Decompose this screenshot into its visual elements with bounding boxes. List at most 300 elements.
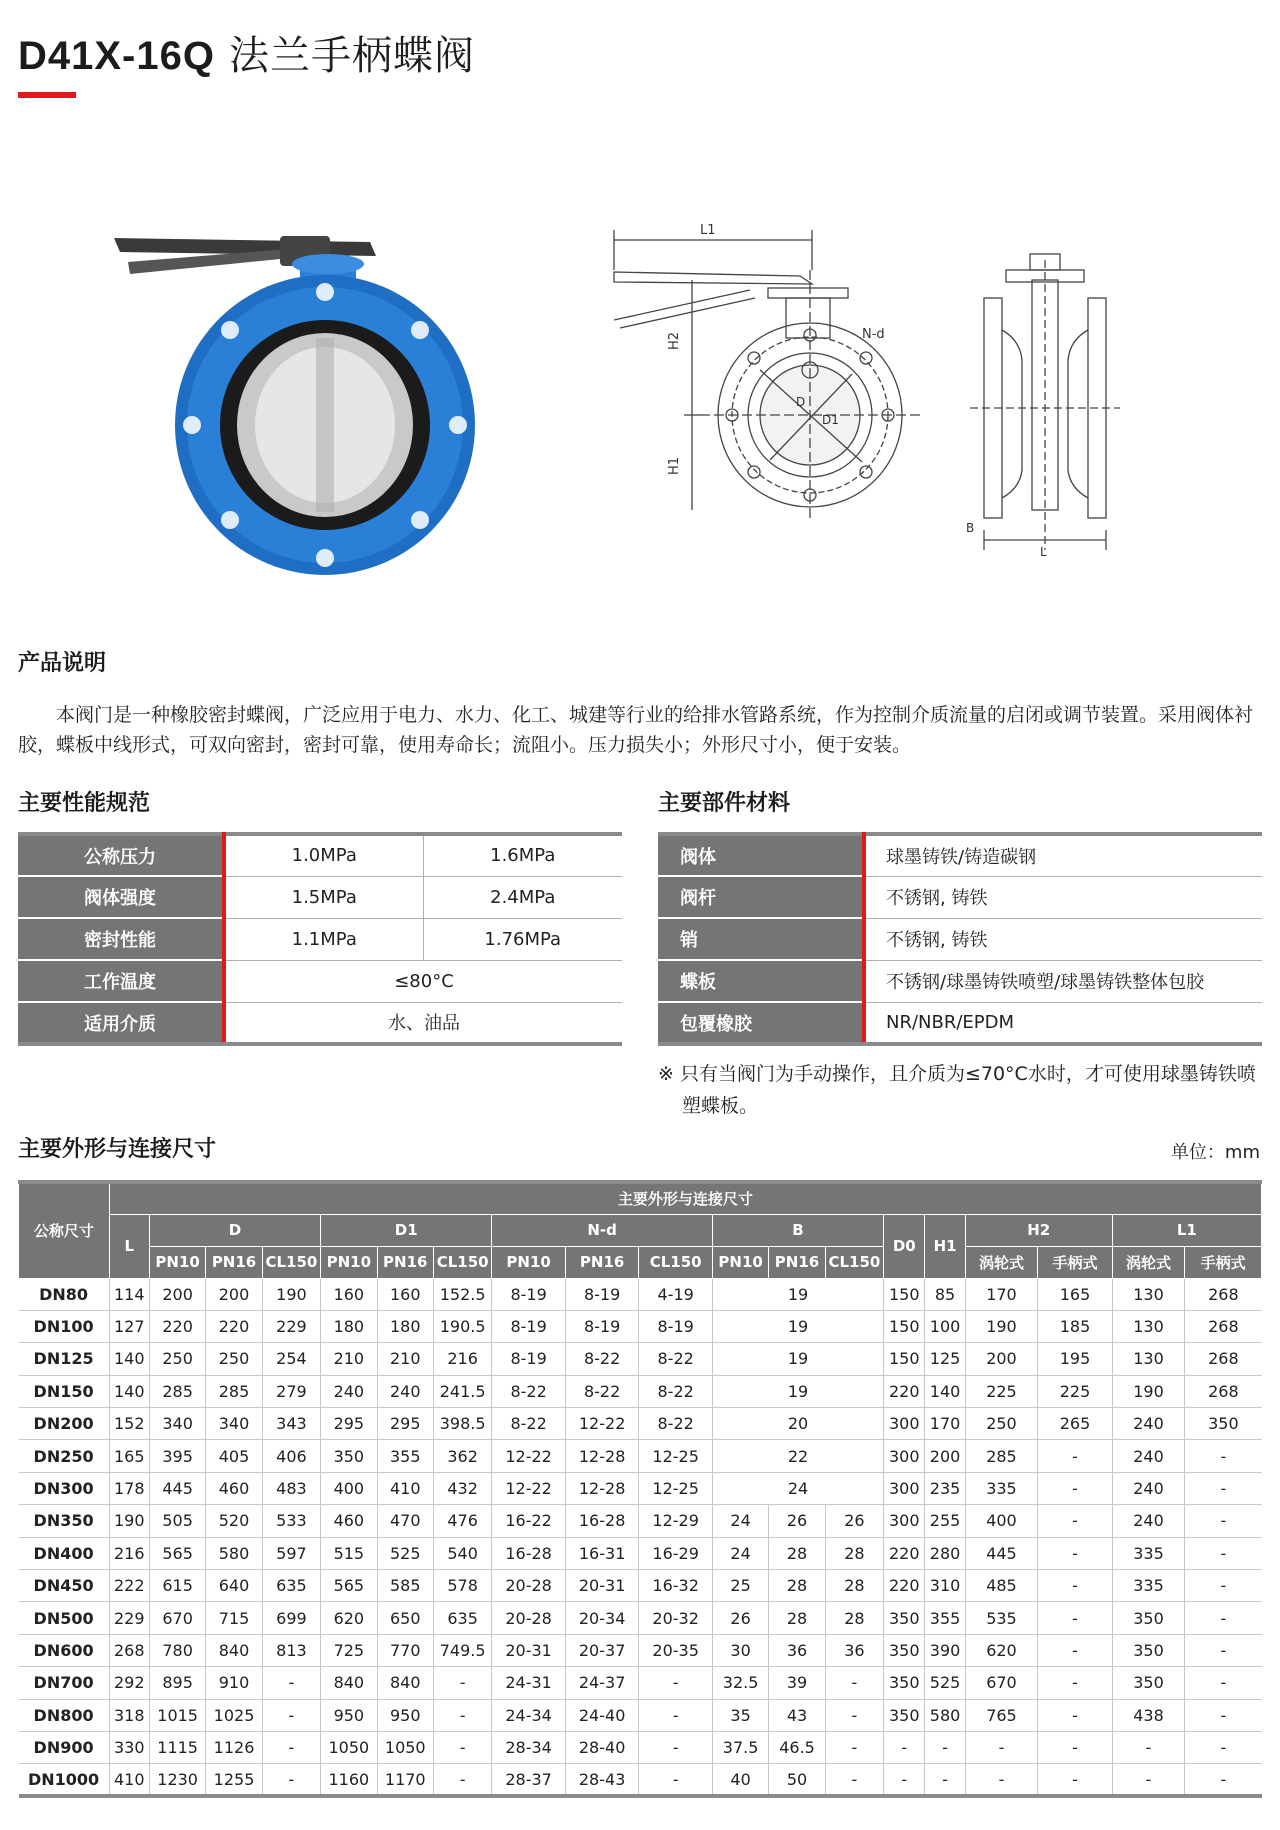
col-pn10: PN10 — [149, 1246, 205, 1278]
label-l1: L1 — [700, 223, 716, 238]
material-value: 不锈钢, 铸铁 — [864, 876, 1262, 918]
material-value: 不锈钢/球墨铸铁喷塑/球墨铸铁整体包胶 — [864, 960, 1262, 1002]
table-cell: 950 — [377, 1699, 433, 1731]
table-cell: - — [1038, 1537, 1113, 1569]
table-cell: 400 — [965, 1505, 1038, 1537]
table-cell: 16-28 — [492, 1537, 566, 1569]
table-cell: 8-19 — [565, 1310, 639, 1342]
table-cell: 1230 — [149, 1764, 205, 1796]
label-h2: H2 — [667, 331, 682, 350]
table-cell: - — [1038, 1472, 1113, 1504]
table-cell: 635 — [262, 1570, 320, 1602]
table-cell: 445 — [965, 1537, 1038, 1569]
table-cell: 699 — [262, 1602, 320, 1634]
table-cell: 200 — [206, 1278, 262, 1310]
table-cell: 1126 — [206, 1731, 262, 1763]
size-cell: DN600 — [19, 1634, 110, 1666]
size-cell: DN250 — [19, 1440, 110, 1472]
table-cell: 24-31 — [492, 1667, 566, 1699]
table-cell: 255 — [925, 1505, 965, 1537]
table-cell: 165 — [1038, 1278, 1113, 1310]
table-cell: 37.5 — [712, 1731, 768, 1763]
spec-row — [18, 918, 622, 960]
table-cell: 20-34 — [565, 1602, 639, 1634]
table-cell: 280 — [925, 1537, 965, 1569]
table-cell: 340 — [206, 1408, 262, 1440]
table-cell: 300 — [884, 1408, 925, 1440]
table-cell: 19 — [712, 1375, 883, 1407]
table-cell: 1050 — [321, 1731, 377, 1763]
table-cell: 190.5 — [433, 1310, 491, 1342]
table-cell: 476 — [433, 1505, 491, 1537]
table-cell: 12-22 — [565, 1408, 639, 1440]
table-cell: 295 — [377, 1408, 433, 1440]
col-D0: D0 — [884, 1214, 925, 1278]
table-cell: 185 — [1038, 1310, 1113, 1342]
table-row — [19, 1472, 1262, 1504]
table-cell: 190 — [1112, 1375, 1185, 1407]
size-cell: DN200 — [19, 1408, 110, 1440]
spec-value: 1.5MPa — [224, 876, 423, 918]
table-cell: 780 — [149, 1634, 205, 1666]
table-cell: 540 — [433, 1537, 491, 1569]
table-row — [19, 1408, 1262, 1440]
table-cell: - — [925, 1764, 965, 1796]
table-cell: 460 — [321, 1505, 377, 1537]
table-cell: 152 — [109, 1408, 149, 1440]
col-B: B — [712, 1214, 883, 1246]
table-cell: 505 — [149, 1505, 205, 1537]
table-cell: - — [639, 1764, 713, 1796]
title-accent-bar — [18, 92, 76, 98]
model-number: D41X-16Q — [18, 34, 215, 78]
table-cell: - — [639, 1699, 713, 1731]
material-row — [658, 876, 1262, 918]
col-pn16: PN16 — [769, 1246, 825, 1278]
table-cell: 650 — [377, 1602, 433, 1634]
material-row — [658, 834, 1262, 876]
table-cell: 470 — [377, 1505, 433, 1537]
table-cell: 335 — [1112, 1570, 1185, 1602]
table-cell: 525 — [377, 1537, 433, 1569]
table-cell: - — [262, 1699, 320, 1731]
table-cell: 229 — [109, 1602, 149, 1634]
col-Nd: N-d — [492, 1214, 713, 1246]
spec-table — [18, 832, 622, 1046]
label-l: L — [1040, 545, 1047, 559]
table-cell: 8-22 — [639, 1408, 713, 1440]
table-cell: 100 — [925, 1310, 965, 1342]
table-cell: 26 — [712, 1602, 768, 1634]
size-cell: DN1000 — [19, 1764, 110, 1796]
spec-label: 公称压力 — [18, 834, 224, 876]
table-cell: 28 — [769, 1570, 825, 1602]
table-cell: 580 — [206, 1537, 262, 1569]
table-cell: 1025 — [206, 1699, 262, 1731]
table-cell: 127 — [109, 1310, 149, 1342]
table-cell: 8-22 — [639, 1375, 713, 1407]
table-cell: 265 — [1038, 1408, 1113, 1440]
table-cell: 12-28 — [565, 1440, 639, 1472]
col-L: L — [109, 1214, 149, 1278]
spec-heading: 主要性能规范 — [18, 791, 151, 816]
product-name: 法兰手柄蝶阀 — [228, 33, 475, 79]
label-h1: H1 — [667, 456, 682, 475]
table-cell: 355 — [377, 1440, 433, 1472]
label-nd: N-d — [862, 327, 885, 342]
table-cell: 216 — [433, 1343, 491, 1375]
table-cell: 130 — [1112, 1310, 1185, 1342]
table-cell: 16-31 — [565, 1537, 639, 1569]
table-cell: - — [965, 1731, 1038, 1763]
table-cell: 20-28 — [492, 1570, 566, 1602]
description-text: 本阀门是一种橡胶密封蝶阀，广泛应用于电力、水力、化工、城建等行业的给排水管路系统，作为控制介质流量的启闭或调节装置。采用阀体衬胶，蝶板中线形式，可双向密封，密封可靠，使用寿命长；流阻小。压力损失小；外形尺寸小，便于安装。 — [18, 704, 1254, 756]
material-value: NR/NBR/EPDM — [864, 1002, 1262, 1044]
table-cell: 24-40 — [565, 1699, 639, 1731]
table-cell: 395 — [149, 1440, 205, 1472]
side-view-drawing — [960, 250, 1130, 590]
table-cell: 485 — [965, 1570, 1038, 1602]
table-cell: 130 — [1112, 1343, 1185, 1375]
table-cell: 180 — [321, 1310, 377, 1342]
table-row — [19, 1505, 1262, 1537]
table-cell: 20-31 — [492, 1634, 566, 1666]
table-row — [19, 1343, 1262, 1375]
table-cell: 250 — [206, 1343, 262, 1375]
table-cell: 406 — [262, 1440, 320, 1472]
table-cell: 725 — [321, 1634, 377, 1666]
table-cell: 24 — [712, 1505, 768, 1537]
table-cell: 565 — [321, 1570, 377, 1602]
size-cell: DN80 — [19, 1278, 110, 1310]
table-cell: 410 — [109, 1764, 149, 1796]
table-cell: 150 — [884, 1310, 925, 1342]
table-cell: 335 — [1112, 1537, 1185, 1569]
table-cell: 268 — [1185, 1310, 1262, 1342]
table-cell: 268 — [1185, 1278, 1262, 1310]
table-cell: 240 — [1112, 1408, 1185, 1440]
table-cell: 279 — [262, 1375, 320, 1407]
table-cell: 640 — [206, 1570, 262, 1602]
table-cell: 150 — [884, 1343, 925, 1375]
table-row — [19, 1731, 1262, 1763]
table-cell: 240 — [1112, 1505, 1185, 1537]
col-L1: L1 — [1112, 1214, 1261, 1246]
col-D1: D1 — [321, 1214, 492, 1246]
table-cell: - — [1185, 1764, 1262, 1796]
table-cell: 200 — [925, 1440, 965, 1472]
table-cell: 840 — [321, 1667, 377, 1699]
table-cell: 20-37 — [565, 1634, 639, 1666]
table-cell: 240 — [1112, 1472, 1185, 1504]
table-cell: 330 — [109, 1731, 149, 1763]
spec-row — [18, 960, 622, 1002]
table-cell: 12-28 — [565, 1472, 639, 1504]
table-cell: 350 — [884, 1634, 925, 1666]
table-cell: 16-22 — [492, 1505, 566, 1537]
label-b: B — [966, 521, 975, 535]
table-cell: - — [1185, 1602, 1262, 1634]
table-row — [19, 1375, 1262, 1407]
table-cell: - — [1038, 1505, 1113, 1537]
table-row — [19, 1570, 1262, 1602]
table-cell: 515 — [321, 1537, 377, 1569]
table-cell: 140 — [109, 1375, 149, 1407]
table-cell: - — [433, 1764, 491, 1796]
table-cell: 355 — [925, 1602, 965, 1634]
table-row — [19, 1764, 1262, 1796]
table-cell: - — [1038, 1764, 1113, 1796]
table-cell: - — [1112, 1764, 1185, 1796]
size-cell: DN700 — [19, 1667, 110, 1699]
table-cell: 340 — [149, 1408, 205, 1440]
table-row — [19, 1634, 1262, 1666]
table-cell: 225 — [1038, 1375, 1113, 1407]
spec-row — [18, 1002, 622, 1044]
table-cell: 160 — [321, 1278, 377, 1310]
table-cell: 1115 — [149, 1731, 205, 1763]
table-cell: 28 — [769, 1602, 825, 1634]
table-cell: 318 — [109, 1699, 149, 1731]
table-cell: 350 — [321, 1440, 377, 1472]
table-cell: 28 — [825, 1570, 883, 1602]
table-cell: 295 — [321, 1408, 377, 1440]
table-cell: 620 — [965, 1634, 1038, 1666]
table-cell: 220 — [884, 1537, 925, 1569]
table-cell: 400 — [321, 1472, 377, 1504]
table-cell: 8-19 — [639, 1310, 713, 1342]
table-cell: - — [1185, 1634, 1262, 1666]
size-cell: DN900 — [19, 1731, 110, 1763]
table-row — [19, 1602, 1262, 1634]
table-cell: 200 — [965, 1343, 1038, 1375]
col-cl150: CL150 — [433, 1246, 491, 1278]
spec-value: 1.76MPa — [423, 918, 622, 960]
table-cell: 770 — [377, 1634, 433, 1666]
col-worm: 涡轮式 — [965, 1246, 1038, 1278]
table-cell: 160 — [377, 1278, 433, 1310]
material-label: 阀杆 — [658, 876, 864, 918]
table-cell: 46.5 — [769, 1731, 825, 1763]
size-cell: DN400 — [19, 1537, 110, 1569]
table-cell: 235 — [925, 1472, 965, 1504]
table-cell: 210 — [377, 1343, 433, 1375]
table-row — [19, 1310, 1262, 1342]
table-cell: - — [1185, 1731, 1262, 1763]
size-cell: DN125 — [19, 1343, 110, 1375]
table-cell: 840 — [377, 1667, 433, 1699]
spec-value: ≤80°C — [224, 960, 622, 1002]
table-cell: 16-29 — [639, 1537, 713, 1569]
table-cell: - — [1038, 1667, 1113, 1699]
col-H1: H1 — [925, 1214, 965, 1278]
table-cell: 398.5 — [433, 1408, 491, 1440]
table-cell: 268 — [1185, 1375, 1262, 1407]
table-cell: 20-28 — [492, 1602, 566, 1634]
table-cell: 390 — [925, 1634, 965, 1666]
table-cell: - — [1185, 1505, 1262, 1537]
table-cell: 285 — [965, 1440, 1038, 1472]
table-cell: 190 — [965, 1310, 1038, 1342]
materials-table — [658, 832, 1262, 1046]
table-cell: 438 — [1112, 1699, 1185, 1731]
table-cell: 765 — [965, 1699, 1038, 1731]
table-cell: 22 — [712, 1440, 883, 1472]
table-cell: 12-25 — [639, 1440, 713, 1472]
col-hand: 手柄式 — [1185, 1246, 1262, 1278]
table-cell: 19 — [712, 1343, 883, 1375]
table-cell: 28 — [825, 1537, 883, 1569]
table-cell: - — [1038, 1570, 1113, 1602]
table-cell: 28-37 — [492, 1764, 566, 1796]
table-cell: 8-19 — [492, 1343, 566, 1375]
table-cell: 250 — [965, 1408, 1038, 1440]
table-row — [19, 1537, 1262, 1569]
col-H2: H2 — [965, 1214, 1112, 1246]
table-cell: 225 — [965, 1375, 1038, 1407]
size-cell: DN150 — [19, 1375, 110, 1407]
table-cell: 300 — [884, 1440, 925, 1472]
col-pn10: PN10 — [492, 1246, 566, 1278]
table-cell: 20-32 — [639, 1602, 713, 1634]
table-cell: 165 — [109, 1440, 149, 1472]
table-cell: 28-43 — [565, 1764, 639, 1796]
table-cell: 19 — [712, 1278, 883, 1310]
table-cell: 335 — [965, 1472, 1038, 1504]
table-cell: 170 — [925, 1408, 965, 1440]
table-cell: 1050 — [377, 1731, 433, 1763]
table-cell: 1015 — [149, 1699, 205, 1731]
table-cell: 1170 — [377, 1764, 433, 1796]
table-cell: 620 — [321, 1602, 377, 1634]
table-cell: - — [1185, 1537, 1262, 1569]
table-cell: 25 — [712, 1570, 768, 1602]
table-cell: 350 — [884, 1699, 925, 1731]
table-cell: 350 — [884, 1602, 925, 1634]
table-cell: 16-32 — [639, 1570, 713, 1602]
table-cell: - — [1038, 1699, 1113, 1731]
table-cell: 220 — [884, 1375, 925, 1407]
table-cell: 12-25 — [639, 1472, 713, 1504]
table-cell: 36 — [825, 1634, 883, 1666]
table-cell: 222 — [109, 1570, 149, 1602]
table-cell: - — [1038, 1634, 1113, 1666]
table-cell: 240 — [321, 1375, 377, 1407]
table-cell: 350 — [1112, 1602, 1185, 1634]
spec-label: 工作温度 — [18, 960, 224, 1002]
table-cell: 28-34 — [492, 1731, 566, 1763]
material-row — [658, 918, 1262, 960]
table-row — [19, 1699, 1262, 1731]
table-cell: 578 — [433, 1570, 491, 1602]
table-cell: 220 — [149, 1310, 205, 1342]
table-cell: 180 — [377, 1310, 433, 1342]
material-row — [658, 1002, 1262, 1044]
table-cell: - — [825, 1699, 883, 1731]
table-cell: 28-40 — [565, 1731, 639, 1763]
table-cell: 240 — [1112, 1440, 1185, 1472]
table-cell: 268 — [1185, 1343, 1262, 1375]
table-cell: - — [925, 1731, 965, 1763]
col-cl150: CL150 — [262, 1246, 320, 1278]
materials-heading: 主要部件材料 — [658, 791, 791, 816]
table-cell: 16-28 — [565, 1505, 639, 1537]
table-cell: 525 — [925, 1667, 965, 1699]
table-cell: - — [884, 1764, 925, 1796]
table-cell: 350 — [1112, 1667, 1185, 1699]
size-cell: DN300 — [19, 1472, 110, 1504]
material-label: 阀体 — [658, 834, 864, 876]
table-cell: 150 — [884, 1278, 925, 1310]
table-cell: - — [1038, 1440, 1113, 1472]
table-cell: 20 — [712, 1408, 883, 1440]
table-cell: 8-22 — [565, 1375, 639, 1407]
table-cell: - — [1185, 1440, 1262, 1472]
material-value: 球墨铸铁/铸造碳钢 — [864, 834, 1262, 876]
table-cell: 597 — [262, 1537, 320, 1569]
table-cell: 229 — [262, 1310, 320, 1342]
table-cell: - — [1038, 1731, 1113, 1763]
table-cell: 170 — [965, 1278, 1038, 1310]
spec-value: 水、油品 — [224, 1002, 622, 1044]
table-cell: 310 — [925, 1570, 965, 1602]
table-cell: - — [262, 1667, 320, 1699]
table-cell: 1160 — [321, 1764, 377, 1796]
col-hand: 手柄式 — [1038, 1246, 1113, 1278]
table-cell: 240 — [377, 1375, 433, 1407]
table-cell: 12-22 — [492, 1472, 566, 1504]
label-d1: D1 — [822, 413, 839, 427]
table-cell: 241.5 — [433, 1375, 491, 1407]
table-cell: 535 — [965, 1602, 1038, 1634]
table-cell: 8-19 — [565, 1278, 639, 1310]
table-cell: - — [433, 1731, 491, 1763]
table-cell: 580 — [925, 1699, 965, 1731]
table-cell: 28 — [825, 1602, 883, 1634]
table-cell: 85 — [925, 1278, 965, 1310]
table-cell: 483 — [262, 1472, 320, 1504]
table-cell: 24-37 — [565, 1667, 639, 1699]
table-cell: - — [433, 1667, 491, 1699]
table-cell: 8-19 — [492, 1310, 566, 1342]
spec-value: 1.1MPa — [224, 918, 423, 960]
table-cell: - — [965, 1764, 1038, 1796]
table-cell: 114 — [109, 1278, 149, 1310]
table-cell: 460 — [206, 1472, 262, 1504]
table-row — [19, 1278, 1262, 1310]
table-cell: 152.5 — [433, 1278, 491, 1310]
table-cell: 8-22 — [492, 1375, 566, 1407]
table-cell: 445 — [149, 1472, 205, 1504]
table-cell: - — [262, 1764, 320, 1796]
table-cell: 715 — [206, 1602, 262, 1634]
table-cell: 749.5 — [433, 1634, 491, 1666]
description-heading: 产品说明 — [18, 651, 107, 676]
table-cell: 670 — [149, 1602, 205, 1634]
spec-label: 阀体强度 — [18, 876, 224, 918]
table-cell: 670 — [965, 1667, 1038, 1699]
table-cell: 190 — [109, 1505, 149, 1537]
material-label: 销 — [658, 918, 864, 960]
table-cell: 8-19 — [492, 1278, 566, 1310]
table-cell: 300 — [884, 1472, 925, 1504]
unit-label: 单位：mm — [1170, 1142, 1260, 1163]
col-worm: 涡轮式 — [1112, 1246, 1185, 1278]
table-cell: - — [1038, 1602, 1113, 1634]
table-cell: 910 — [206, 1667, 262, 1699]
table-cell: - — [825, 1667, 883, 1699]
table-cell: 8-22 — [492, 1408, 566, 1440]
